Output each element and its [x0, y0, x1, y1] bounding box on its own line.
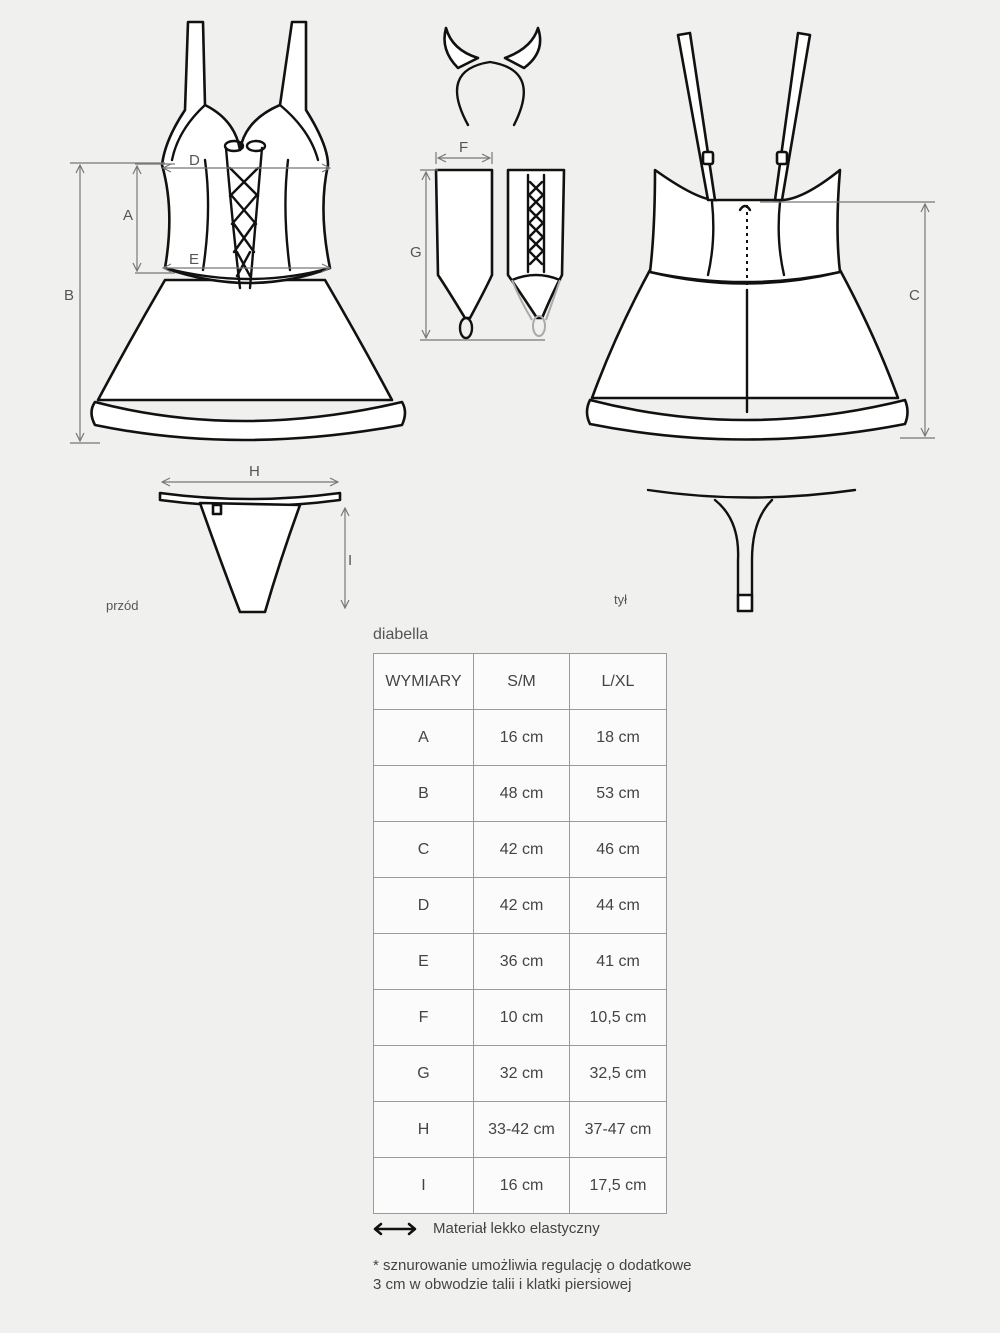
label-G: G: [410, 244, 422, 261]
table-cell: 33-42 cm: [474, 1102, 570, 1158]
table-cell: 41 cm: [570, 934, 667, 990]
header-cell: WYMIARY: [374, 654, 474, 710]
back-thong: [648, 490, 855, 611]
table-cell: G: [374, 1046, 474, 1102]
header-cell: S/M: [474, 654, 570, 710]
table-row: [374, 878, 667, 934]
table-row: [374, 766, 667, 822]
label-F: F: [459, 139, 469, 156]
table-cell: 10 cm: [474, 990, 570, 1046]
table-cell: 44 cm: [570, 878, 667, 934]
elastic-legend: [373, 1220, 600, 1237]
label-H: H: [249, 463, 260, 480]
size-table-title: diabella: [373, 626, 429, 643]
table-cell: 32,5 cm: [570, 1046, 667, 1102]
label-B: B: [64, 287, 75, 304]
table-row: [374, 1102, 667, 1158]
table-cell: 10,5 cm: [570, 990, 667, 1046]
header-cell: L/XL: [570, 654, 667, 710]
table-row: [374, 990, 667, 1046]
table-row: [374, 822, 667, 878]
lacing-footnote: * sznurowanie umożliwia regulację o dodatkowe 3 cm w obwodzie talii i klatki piersiowej: [373, 1257, 692, 1293]
table-cell: 48 cm: [474, 766, 570, 822]
table-row: [374, 1046, 667, 1102]
horns-headband: [445, 28, 541, 125]
table-row: [374, 710, 667, 766]
label-I: I: [348, 552, 353, 569]
back-caption: tył: [614, 592, 627, 607]
table-cell: I: [374, 1158, 474, 1214]
table-cell: 36 cm: [474, 934, 570, 990]
table-cell: 46 cm: [570, 822, 667, 878]
garment-diagram: [0, 0, 1000, 640]
double-arrow-icon: [373, 1222, 417, 1236]
legend-text: Materiał lekko elastyczny: [433, 1220, 600, 1237]
label-A: A: [123, 207, 134, 224]
table-cell: 32 cm: [474, 1046, 570, 1102]
table-cell: 18 cm: [570, 710, 667, 766]
front-thong: [160, 493, 340, 612]
table-cell: C: [374, 822, 474, 878]
table-cell: B: [374, 766, 474, 822]
table-cell: F: [374, 990, 474, 1046]
table-row: [374, 934, 667, 990]
stockings: [436, 170, 564, 338]
table-cell: 17,5 cm: [570, 1158, 667, 1214]
table-cell: E: [374, 934, 474, 990]
table-cell: 16 cm: [474, 710, 570, 766]
table-cell: 42 cm: [474, 822, 570, 878]
table-cell: 53 cm: [570, 766, 667, 822]
table-cell: H: [374, 1102, 474, 1158]
back-chemise: [587, 33, 908, 440]
table-cell: 16 cm: [474, 1158, 570, 1214]
front-chemise: [92, 22, 406, 440]
size-table-header-row: [374, 654, 667, 710]
table-row: [374, 1158, 667, 1214]
front-caption: przód: [106, 598, 139, 613]
table-cell: A: [374, 710, 474, 766]
table-cell: D: [374, 878, 474, 934]
size-table: [373, 653, 667, 1214]
label-E: E: [189, 251, 200, 268]
label-D: D: [189, 152, 200, 169]
table-cell: 42 cm: [474, 878, 570, 934]
label-C: C: [909, 287, 920, 304]
table-cell: 37-47 cm: [570, 1102, 667, 1158]
